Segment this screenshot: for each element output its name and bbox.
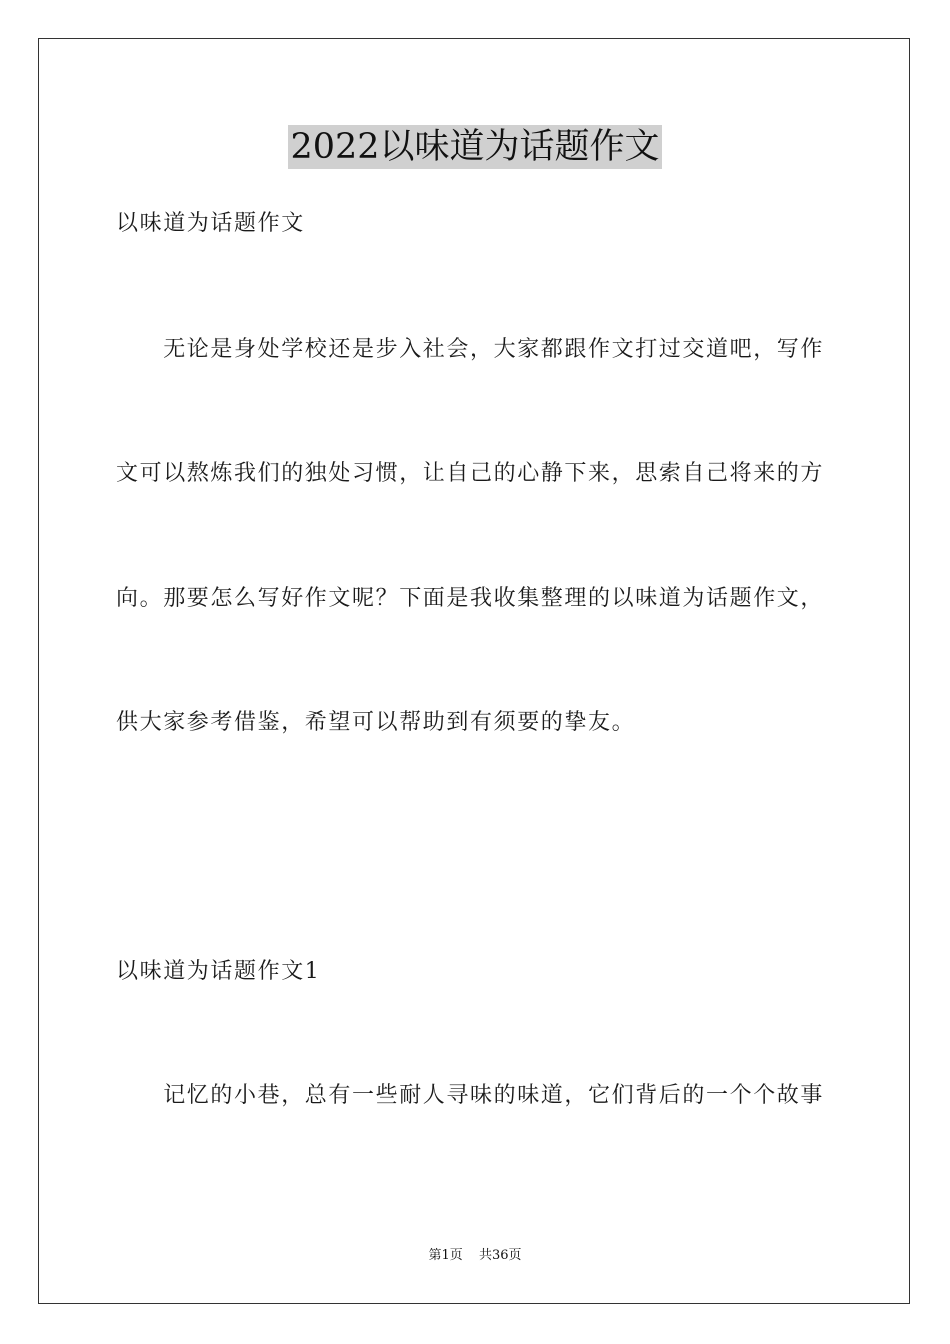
page-footer (0, 1246, 950, 1266)
intro-paragraph-line: 无论是身处学校还是步入社会，大家都跟作文打过交道吧，写作 (116, 337, 825, 362)
section-heading: 以味道为话题作文1 (116, 959, 321, 984)
section-paragraph-line: 记忆的小巷，总有一些耐人寻味的味道，它们背后的一个个故事 (116, 1083, 825, 1108)
title-container (0, 125, 950, 169)
document-subtitle: 以味道为话题作文 (116, 211, 305, 236)
page-total: 共36页 (478, 1248, 522, 1263)
document-title: 2022以味道为话题作文 (290, 127, 660, 167)
intro-paragraph-line: 向。那要怎么写好作文呢？下面是我收集整理的以味道为话题作文， (116, 586, 825, 611)
intro-paragraph-line: 文可以熬炼我们的独处习惯，让自己的心静下来，思索自己将来的方 (116, 461, 825, 486)
page-number: 第1页 (428, 1248, 463, 1263)
intro-paragraph-line: 供大家参考借鉴，希望可以帮助到有须要的挚友。 (116, 710, 636, 735)
